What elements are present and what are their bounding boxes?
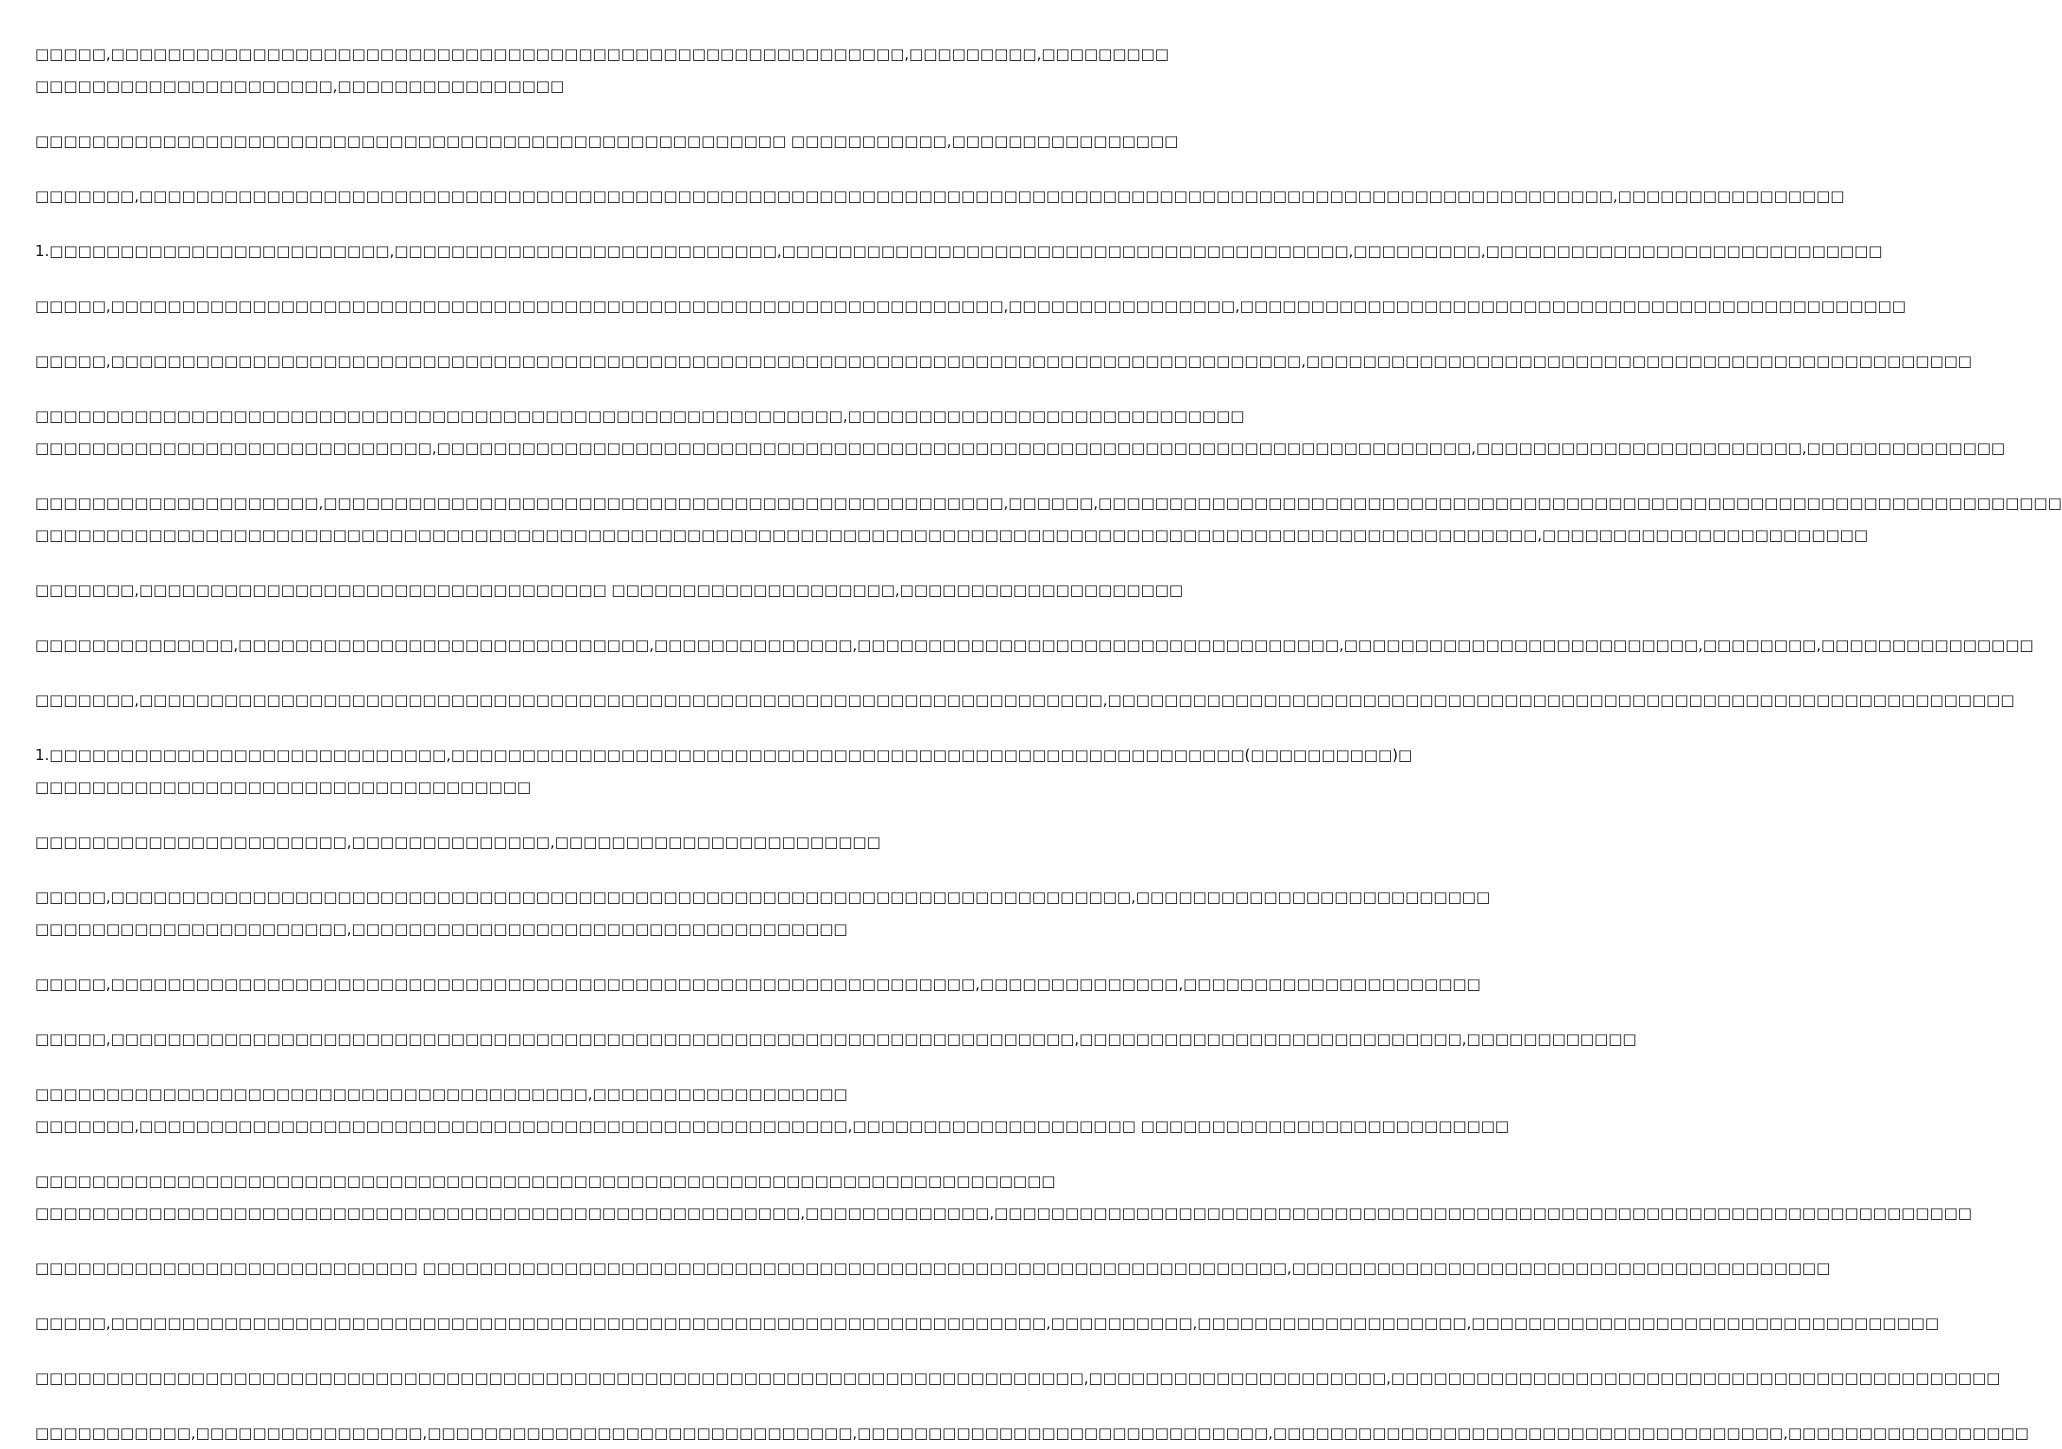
text-line: □□□□□□□□□□□□□□□□□□□□□□,□□□□□□□□□□□□□□□□□□□□□□□□□□□□□□□□□□□	[35, 920, 848, 938]
paragraph-7	[35, 400, 2006, 464]
paragraph-14	[35, 881, 1491, 945]
paragraph-20	[35, 1307, 1939, 1339]
paragraph-12	[35, 739, 1413, 803]
text-line: □□□□□,□□□□□□□□□□□□□□□□□□□□□□□□□□□□□□□□□□□□□□□□□□□□□□□□□□□□□□□□,□□□□□□□□□,□□□□□□□□□	[35, 45, 1169, 63]
paragraph-5	[35, 290, 1906, 322]
text-line: □□□□□□□□□□□□□□□□□□□□□□□□□□□□□□□□□□□□□□□□□□□□□□□□□□□□□□□□□□□□□□□□□□□□□□□□	[35, 1172, 1056, 1190]
paragraph-22	[35, 1417, 2029, 1449]
text-line: □□□□□,□□□□□□□□□□□□□□□□□□□□□□□□□□□□□□□□□□□□□□□□□□□□□□□□□□□□□□□□□□□□□,□□□□□□□□□□□□□□,□□□□□□□□□□□□□□□□□□□□□	[35, 975, 1481, 993]
text-line: □□□□□,□□□□□□□□□□□□□□□□□□□□□□□□□□□□□□□□□□□□□□□□□□□□□□□□□□□□□□□□□□□□□□□,□□□□□□□□□□□□□□□□,□□□□□□□□□□□□□□□□□□□□□□□□□□□□□□□□□□□□□□□□□□□□□□□	[35, 297, 1906, 315]
paragraph-18	[35, 1165, 1972, 1229]
paragraph-8	[35, 487, 2062, 551]
text-line: □□□□□□□□□□□□□□,□□□□□□□□□□□□□□□□□□□□□□□□□□□□□,□□□□□□□□□□□□□□,□□□□□□□□□□□□□□□□□□□□□□□□□□□□□□□□□□,□□□□□□□□□□□□□□□□□□□□□□□□□,□□□□□□□□,□□□□□□□□□□□□□□□	[35, 636, 2034, 654]
text-line: □□□□□□□□□□□□□□□□□□□□□□□□□□□□□□□□□□□□□□□□□□□□□□□□□□□□□ □□□□□□□□□□□,□□□□□□□□□□□□□□□□	[35, 132, 1179, 150]
paragraph-15	[35, 968, 1481, 1000]
paragraph-13	[35, 826, 989, 858]
text-line: □□□□□□□□□□□□□□□□□□□□□□□□□□□□□□□□□□□	[35, 778, 532, 796]
text-line: □□□□□□□□□□□□□□□□□□□□□,□□□□□□□□□□□□□□□□	[35, 77, 565, 95]
text-line: □□□□□□□□□□□□□□□□□□□□□□□□□□□□,□□□□□□□□□□□□□□□□□□□□□□□□□□□□□□□□□□□□□□□□□□□□□□□□□□□□□□□□□□□□□□□□□□□□□□□□□,□□□□□□□□□□□□□□□□□□□□□□□,□□□□□□□□□□□□□□	[35, 439, 2006, 457]
paragraph-21	[35, 1362, 2001, 1394]
paragraph-6	[35, 345, 1972, 377]
text-line: □□□□□□□□□□□□□□□□□□□□□□□□□□□□□□□□□□□□□□□□□□□□□□□□□□□□□□,□□□□□□□□□□□□□,□□□□□□□□□□□□□□□□□□□□□□□□□□□□□□□□□□□□□□□□□□□□□□□□□□□□□□□□□□□□□□□□□□□□□	[35, 1204, 1972, 1222]
text-line: □□□□□□□,□□□□□□□□□□□□□□□□□□□□□□□□□□□□□□□□□ □□□□□□□□□□□□□□□□□□□□,□□□□□□□□□□□□□□□□□□□□	[35, 581, 1184, 599]
text-line: □□□□□□□□□□□□□□□□□□□□□□□□□□□□□□□□□□□□□□□□□□□□□□□□□□□□□□□□□,□□□□□□□□□□□□□□□□□□□□□□□□□□□□	[35, 407, 1245, 425]
document-page	[35, 38, 2062, 1442]
text-line: 1.□□□□□□□□□□□□□□□□□□□□□□□□,□□□□□□□□□□□□□□□□□□□□□□□□□□□,□□□□□□□□□□□□□□□□□□□□□□□□□□□□□□□□□□□□□□□□,□□□□□□□□□,□□□□□□□□□□□□□□□□□□□□□□□□□□□□	[35, 242, 1883, 260]
paragraph-3	[35, 180, 1845, 212]
text-line: □□□□□,□□□□□□□□□□□□□□□□□□□□□□□□□□□□□□□□□□□□□□□□□□□□□□□□□□□□□□□□□□□□□□□□□□□□,□□□□□□□□□□□□□□□□□□□□□□□□□□□,□□□□□□□□□□□□	[35, 1030, 1637, 1048]
paragraph-2	[35, 125, 1179, 157]
text-line: □□□□□,□□□□□□□□□□□□□□□□□□□□□□□□□□□□□□□□□□□□□□□□□□□□□□□□□□□□□□□□□□□□□□□□□□,□□□□□□□□□□,□□□□□□□□□□□□□□□□□□□,□□□□□□□□□□□□□□□□□□□□□□□□□□□□□□□□□	[35, 1314, 1939, 1332]
text-line: □□□□□,□□□□□□□□□□□□□□□□□□□□□□□□□□□□□□□□□□□□□□□□□□□□□□□□□□□□□□□□□□□□□□□□□□□□□□□□□□□□□□□□□□□□,□□□□□□□□□□□□□□□□□□□□□□□□□□□□□□□□□□□□□□□□□□□□□□□	[35, 352, 1972, 370]
text-line: □□□□□□□□□□□□□□□□□□□□□□□□□□□□□□□□□□□□□□□□□□□□□□□□□□□□□□□□□□□□□□□□□□□□□□□□□□□□□□□□□□□□□□□□□□□□□□□□□□□□□□□□□□,□□□□□□□□□□□□□□□□□□□□□□□	[35, 526, 1869, 544]
text-line: □□□□□□□□□□□□□□□□□□□□□□□□□□□□□□□□□□□□□□□□□□□□□□□□□□□□□□□□□□□□□□□□□□□□□□□□□□,□□□□□□□□□□□□□□□□□□□□□,□□□□□□□□□□□□□□□□□□□□□□□□□□□□□□□□□□□□□□□□□□□	[35, 1369, 2001, 1387]
text-line: □□□□□□□□□□□□□□□□□□□□,□□□□□□□□□□□□□□□□□□□□□□□□□□□□□□□□□□□□□□□□□□□□□□□□,□□□□□□,□□□□□□□□□□□□□□□□□□□□□□□□□□□□□□□□□□□□□□□□□□□□□□□□□□□□□□□□□□□□□□□□□□□□	[35, 494, 2062, 512]
paragraph-4	[35, 235, 1883, 267]
paragraph-17	[35, 1078, 1510, 1142]
text-line: □□□□□□□,□□□□□□□□□□□□□□□□□□□□□□□□□□□□□□□□□□□□□□□□□□□□□□□□□□,□□□□□□□□□□□□□□□□□□□□ □□□□□□□□□□□□□□□□□□□□□□□□□□	[35, 1117, 1510, 1135]
paragraph-11	[35, 684, 2015, 716]
paragraph-19	[35, 1252, 1831, 1284]
text-line: □□□□□□□□□□□□□□□□□□□□□□□□□□□ □□□□□□□□□□□□□□□□□□□□□□□□□□□□□□□□□□□□□□□□□□□□□□□□□□□□□□□□□□□□□,□□□□□□□□□□□□□□□□□□□□□□□□□□□□□□□□□□□□□□	[35, 1259, 1831, 1277]
text-line: □□□□□□□,□□□□□□□□□□□□□□□□□□□□□□□□□□□□□□□□□□□□□□□□□□□□□□□□□□□□□□□□□□□□□□□□□□□□□□□□□□□□□□□□□□□□□□□□□□□□□□□□□□□□□□□□,□□□□□□□□□□□□□□□□	[35, 187, 1845, 205]
text-line: □□□□□□□□□□□□□□□□□□□□□□□□□□□□□□□□□□□□□□□,□□□□□□□□□□□□□□□□□□	[35, 1085, 848, 1103]
paragraph-16	[35, 1023, 1637, 1055]
paragraph-9	[35, 574, 1184, 606]
text-line: □□□□□□□□□□□,□□□□□□□□□□□□□□□□,□□□□□□□□□□□□□□□□□□□□□□□□□□□□□□,□□□□□□□□□□□□□□□□□□□□□□□□□□□□□,□□□□□□□□□□□□□□□□□□□□□□□□□□□□□□□□□□□□,□□□□□□□□□□□□□□□□□	[35, 1424, 2029, 1442]
paragraph-1	[35, 38, 1169, 102]
text-line: □□□□□,□□□□□□□□□□□□□□□□□□□□□□□□□□□□□□□□□□□□□□□□□□□□□□□□□□□□□□□□□□□□□□□□□□□□□□□□,□□□□□□□□□□□□□□□□□□□□□□□□□	[35, 888, 1491, 906]
text-line: 1.□□□□□□□□□□□□□□□□□□□□□□□□□□□□,□□□□□□□□□□□□□□□□□□□□□□□□□□□□□□□□□□□□□□□□□□□□□□□□□□□□□□□□(□□□□□□□□□□)□	[35, 746, 1413, 764]
text-line: □□□□□□□,□□□□□□□□□□□□□□□□□□□□□□□□□□□□□□□□□□□□□□□□□□□□□□□□□□□□□□□□□□□□□□□□□□□□,□□□□□□□□□□□□□□□□□□□□□□□□□□□□□□□□□□□□□□□□□□□□□□□□□□□□□□□□□□□□□□□□	[35, 691, 2015, 709]
text-line: □□□□□□□□□□□□□□□□□□□□□□,□□□□□□□□□□□□□□,□□□□□□□□□□□□□□□□□□□□□□□	[35, 833, 881, 851]
paragraph-10	[35, 629, 2034, 661]
